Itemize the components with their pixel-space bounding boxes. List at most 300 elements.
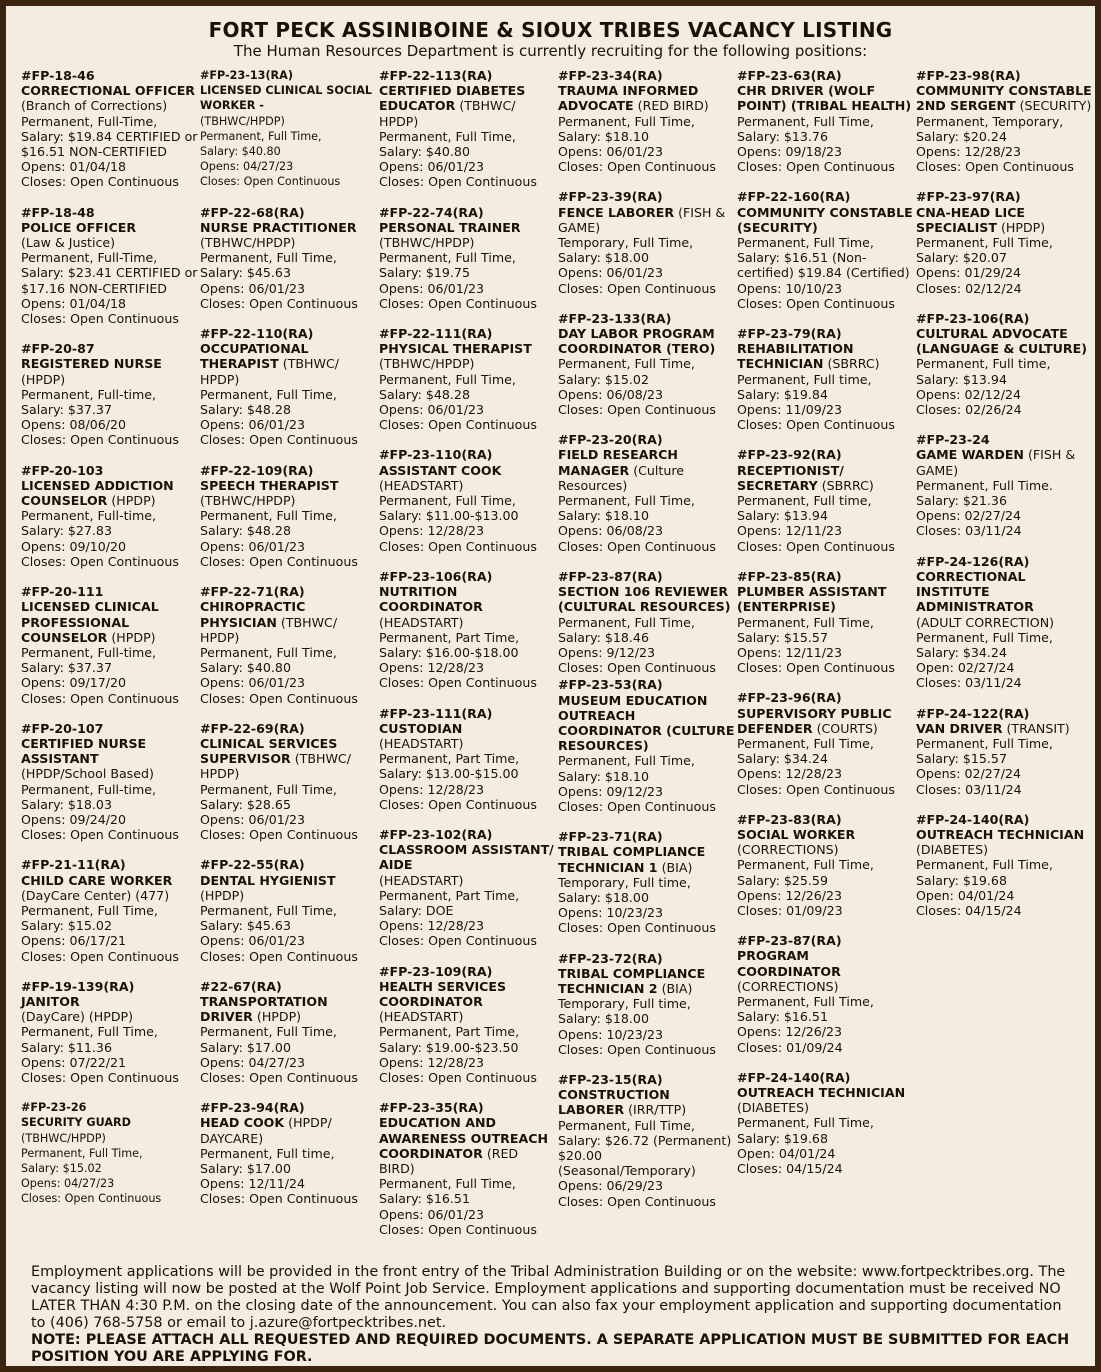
job-detail: Opens: 06/01/23 xyxy=(200,933,306,949)
job-detail: Salary: $19.68 xyxy=(916,872,1007,888)
job-listing xyxy=(21,205,198,327)
job-title: JANITOR xyxy=(21,993,80,1009)
job-detail: Salary: $16.00-$18.00 xyxy=(379,644,519,660)
job-title-line xyxy=(737,1085,914,1100)
job-title-line xyxy=(558,447,735,493)
job-title: OUTREACH TECHNICIAN xyxy=(916,826,1085,842)
job-detail: Permanent, Full Time, xyxy=(379,1176,516,1192)
job-detail: (HEADSTART) xyxy=(379,735,464,751)
job-listing xyxy=(21,1100,198,1206)
job-listing xyxy=(558,189,735,295)
job-title: EDUCATION AND AWARENESS OUTREACH COORDINATOR xyxy=(379,1115,549,1161)
job-detail: Salary: $19.00-$23.50 xyxy=(379,1039,519,1055)
job-detail: Closes: 04/15/24 xyxy=(737,1161,843,1176)
job-detail: Closes: Open Continuous xyxy=(558,920,716,936)
job-detail: Permanent, Full Time, Salary: $26.72 (Permanent) $20.00 (Seasonal/Temporary) xyxy=(558,1117,732,1179)
job-title: ASSISTANT COOK xyxy=(379,462,502,478)
job-title-line xyxy=(200,478,377,493)
job-title-line xyxy=(21,1115,198,1130)
job-detail: Opens: 06/01/23 xyxy=(379,1206,485,1222)
job-detail: (Branch of Corrections) xyxy=(21,98,168,114)
listing-column xyxy=(379,68,558,1252)
vacancy-listing-page xyxy=(6,6,1095,1366)
job-code: #FP-23-87(RA) xyxy=(737,933,842,949)
job-detail: (Law & Justice) xyxy=(21,235,116,251)
job-title: DENTAL HYGIENIST xyxy=(200,872,336,888)
job-detail: Permanent, Full Time, xyxy=(916,629,1053,645)
job-detail: Closes: Open Continuous xyxy=(379,174,537,190)
job-detail: Salary: $45.63 xyxy=(200,265,291,281)
job-listing xyxy=(379,827,556,949)
job-detail: Closes: Open Continuous xyxy=(21,827,179,843)
job-detail: Salary: $18.10 xyxy=(558,768,649,784)
job-department: (BIA) xyxy=(661,980,693,996)
job-detail: Closes: Open Continuous xyxy=(558,660,716,676)
job-code: #FP-23-35(RA) xyxy=(379,1100,484,1116)
job-listing xyxy=(200,979,377,1085)
job-detail: Opens: 06/01/23 xyxy=(558,265,664,281)
job-title: TRANSPORTATION DRIVER xyxy=(200,993,328,1025)
job-detail: Permanent, Full Time, xyxy=(200,1024,337,1040)
job-detail: Permanent, Full time, xyxy=(916,356,1051,372)
job-detail: Salary: $13.00-$15.00 xyxy=(379,766,519,782)
job-listing xyxy=(200,463,377,569)
job-detail: Opens: 9/12/23 xyxy=(558,644,655,660)
job-title-line xyxy=(21,994,198,1009)
listing-column xyxy=(200,68,379,1252)
job-detail: Permanent, Full Time, xyxy=(916,735,1053,751)
job-department: (HPDP) xyxy=(111,493,156,509)
job-title-line xyxy=(916,569,1093,615)
job-title: REGISTERED NURSE xyxy=(21,356,162,372)
job-detail: Closes: Open Continuous xyxy=(200,432,358,448)
job-detail: Opens: 02/27/24 xyxy=(916,508,1022,524)
job-code: #FP-23-109(RA) xyxy=(379,963,493,979)
job-detail: Closes: Open Continuous xyxy=(558,538,716,554)
job-detail: Opens: 10/10/23 xyxy=(737,280,843,296)
job-code: #FP-23-24 xyxy=(916,432,990,448)
job-code: #FP-23-15(RA) xyxy=(558,1071,663,1087)
job-detail: Salary: $20.24 xyxy=(916,128,1007,144)
job-code: #FP-23-111(RA) xyxy=(379,705,493,721)
job-detail: Closes: Open Continuous xyxy=(737,295,895,311)
job-detail: Open: 04/01/24 xyxy=(737,1145,836,1161)
job-listing xyxy=(916,554,1093,691)
job-listing xyxy=(737,933,914,1055)
job-detail: Salary: DOE xyxy=(379,902,454,918)
job-detail: Opens: 12/28/23 xyxy=(379,918,485,934)
job-code: #FP-23-87(RA) xyxy=(558,568,663,584)
job-detail: Salary: $18.00 xyxy=(558,889,649,905)
job-title-line xyxy=(558,1087,735,1117)
job-detail: Open: 04/01/24 xyxy=(916,887,1015,903)
job-department: (FISH & GAME) xyxy=(558,204,726,235)
job-title: GAME WARDEN xyxy=(916,447,1024,463)
job-code: #FP-22-109(RA) xyxy=(200,462,314,478)
job-code: #FP-24-122(RA) xyxy=(916,705,1030,721)
job-detail: Permanent, Temporary, xyxy=(916,113,1064,129)
job-title-line xyxy=(21,873,198,888)
job-title-line xyxy=(558,693,735,754)
job-title: SECTION 106 REVIEWER (CULTURAL RESOURCES) xyxy=(558,584,731,615)
job-title: CHR DRIVER (WOLF POINT) (TRIBAL HEALTH) xyxy=(737,83,912,114)
page-title: FORT PECK ASSINIBOINE & SIOUX TRIBES VACANCY LISTING xyxy=(208,18,893,42)
job-listing xyxy=(379,205,556,311)
job-detail: Permanent, Full Time, xyxy=(558,493,695,509)
job-detail: Opens: 12/11/24 xyxy=(200,1176,306,1192)
job-code: #FP-23-110(RA) xyxy=(379,447,493,463)
job-listing xyxy=(737,1070,914,1176)
job-detail: Permanent, Full Time, xyxy=(916,235,1053,251)
job-title: COMMUNITY CONSTABLE (SECURITY) xyxy=(737,204,913,235)
job-detail: Permanent, Full Time, xyxy=(737,1115,874,1131)
job-listing xyxy=(916,706,1093,797)
job-title: TRIBAL COMPLIANCE TECHNICIAN 1 xyxy=(558,844,706,875)
job-listing xyxy=(21,857,198,963)
job-detail: Opens: 09/18/23 xyxy=(737,144,843,160)
job-detail: Permanent, Full Time, xyxy=(200,508,337,524)
job-department: (COURTS) xyxy=(816,720,878,736)
job-title-line xyxy=(379,83,556,129)
job-detail: Closes: Open Continuous xyxy=(558,798,716,814)
job-listing xyxy=(737,326,914,432)
job-title: TRAUMA INFORMED ADVOCATE xyxy=(558,83,699,114)
job-detail: (ADULT CORRECTION) xyxy=(916,614,1055,630)
job-code: #FP-23-34(RA) xyxy=(558,68,663,83)
job-listing xyxy=(916,812,1093,918)
job-detail: Closes: Open Continuous xyxy=(200,948,358,964)
job-title-line xyxy=(379,584,556,614)
job-detail: Closes: Open Continuous xyxy=(916,159,1074,175)
job-detail: Opens: 04/27/23 xyxy=(200,160,294,174)
job-detail: Salary: $21.36 xyxy=(916,493,1007,509)
job-detail: Permanent, Full Time, xyxy=(737,113,874,129)
job-listing xyxy=(737,447,914,553)
job-detail: Salary: $45.63 xyxy=(200,918,291,934)
job-detail: Opens: 09/12/23 xyxy=(558,783,664,799)
job-detail: Closes: Open Continuous xyxy=(200,175,341,189)
job-detail: Permanent, Full Time, xyxy=(200,902,337,918)
job-title-line xyxy=(737,205,914,235)
job-detail: Salary: $27.83 xyxy=(21,523,112,539)
listing-columns xyxy=(21,68,1096,1252)
job-detail: Closes: Open Continuous xyxy=(737,417,895,433)
job-listing xyxy=(737,690,914,796)
job-title: REHABILITATION TECHNICIAN xyxy=(737,341,854,372)
job-code: #22-67(RA) xyxy=(200,978,282,994)
job-title: CERTIFIED DIABETES EDUCATOR xyxy=(379,83,526,114)
job-detail: Opens: 12/26/23 xyxy=(737,1024,843,1040)
job-listing xyxy=(916,432,1093,538)
job-detail: Closes: Open Continuous xyxy=(379,796,537,812)
job-code: #FP-22-55(RA) xyxy=(200,857,305,873)
job-department: (IRR/TTP) xyxy=(628,1102,687,1118)
job-detail: Closes: 01/09/23 xyxy=(737,902,843,918)
job-detail: Salary: $40.80 xyxy=(379,144,470,160)
job-detail: Salary: $48.28 xyxy=(200,402,291,418)
job-detail: Salary: $40.80 xyxy=(200,145,281,159)
job-title-line xyxy=(379,463,556,478)
job-detail: Salary: $16.51 xyxy=(379,1191,470,1207)
job-detail: Opens: 12/28/23 xyxy=(379,1054,485,1070)
job-detail: Permanent, Full-Time, Salary: $19.84 CERTIFIED or $16.51 NON-CERTIFIED xyxy=(21,113,198,160)
job-detail: Closes: Open Continuous xyxy=(737,660,895,676)
job-detail: Temporary, Full time, xyxy=(558,996,691,1012)
job-title: CLASSROOM ASSISTANT/ AIDE xyxy=(379,842,554,873)
job-listing xyxy=(558,432,735,554)
job-detail: Salary: $11.00-$13.00 xyxy=(379,508,519,524)
job-listing xyxy=(21,721,198,843)
job-title: LICENSED CLINICAL SOCIAL WORKER - xyxy=(200,84,373,113)
job-detail: Opens: 06/01/23 xyxy=(200,538,306,554)
job-detail: Opens: 07/22/21 xyxy=(21,1054,127,1070)
job-title: SUPERVISORY PUBLIC DEFENDER xyxy=(737,705,892,736)
job-title: CLINICAL SERVICES SUPERVISOR xyxy=(200,735,338,767)
job-detail: Permanent, Part Time, xyxy=(379,629,520,645)
job-title-line xyxy=(916,447,1093,477)
job-listing xyxy=(737,189,914,311)
job-detail: Closes: 03/11/24 xyxy=(916,675,1022,691)
job-detail: Permanent, Part Time, xyxy=(379,887,520,903)
job-title: CORRECTIONAL OFFICER xyxy=(21,83,196,99)
job-title: NURSE PRACTITIONER xyxy=(200,219,357,235)
job-title-line xyxy=(200,341,377,387)
job-detail: (DayCare) (HPDP) xyxy=(21,1009,134,1025)
footer xyxy=(31,1264,1079,1366)
job-detail: (CORRECTIONS) xyxy=(737,978,839,994)
job-title-line xyxy=(916,827,1093,842)
job-listing xyxy=(200,857,377,963)
job-title-line xyxy=(200,736,377,782)
job-code: #FP-23-83(RA) xyxy=(737,811,842,827)
job-title: POLICE OFFICER xyxy=(21,219,137,235)
job-listing xyxy=(558,829,735,935)
job-title-line xyxy=(558,966,735,996)
job-detail: Permanent, Full Time, xyxy=(21,1146,143,1160)
job-detail: Salary: $18.00 xyxy=(558,250,649,266)
job-title-line xyxy=(200,220,377,235)
job-title: SOCIAL WORKER xyxy=(737,826,856,842)
job-detail: Opens: 09/10/20 xyxy=(21,538,127,554)
job-code: #FP-22-111(RA) xyxy=(379,326,493,342)
job-detail: Permanent, Full Time. xyxy=(916,477,1053,493)
job-code: #FP-22-69(RA) xyxy=(200,720,305,736)
job-detail: Permanent, Full Time, xyxy=(916,857,1053,873)
job-listing xyxy=(916,68,1093,174)
job-listing xyxy=(21,979,198,1085)
job-detail: Permanent, Full Time, xyxy=(558,753,695,769)
job-detail: Closes: Open Continuous xyxy=(21,1069,179,1085)
job-detail: Closes: Open Continuous xyxy=(379,675,537,691)
job-code: #FP-22-160(RA) xyxy=(737,189,851,205)
job-detail: Salary: $28.65 xyxy=(200,796,291,812)
job-detail: Closes: Open Continuous xyxy=(21,174,179,190)
job-detail: Opens: 12/28/23 xyxy=(737,766,843,782)
job-detail: Opens: 06/01/23 xyxy=(379,280,485,296)
job-detail: Salary: $13.94 xyxy=(916,371,1007,387)
job-listing xyxy=(916,189,1093,295)
job-detail: (HEADSTART) xyxy=(379,1009,464,1025)
job-code: #FP-23-63(RA) xyxy=(737,68,842,83)
job-listing xyxy=(21,463,198,569)
job-detail: (TBHWC/HPDP) xyxy=(200,114,285,128)
job-department: (BIA) xyxy=(661,859,693,875)
job-title: MUSEUM EDUCATION OUTREACH COORDINATOR (CULTURE RESOURCES) xyxy=(558,692,735,754)
job-detail: Salary: $17.00 xyxy=(200,1039,291,1055)
footer-note: NOTE: PLEASE ATTACH ALL REQUESTED AND REQUIRED DOCUMENTS. A SEPARATE APPLICATION MUST BE SUBMITTED FOR EACH POSITION YOU ARE APPLYING FOR. xyxy=(31,1332,1070,1365)
job-title: CUSTODIAN xyxy=(379,720,463,736)
job-detail: Permanent, Full Time, xyxy=(21,902,158,918)
job-detail: Opens: 01/04/18 xyxy=(21,295,127,311)
job-detail: Permanent, Part Time, xyxy=(379,1024,520,1040)
job-department: (TRANSIT) xyxy=(1006,720,1070,736)
job-detail: Closes: Open Continuous xyxy=(21,432,179,448)
job-detail: (HPDP/School Based) xyxy=(21,766,154,782)
job-detail: Salary: $19.84 xyxy=(737,386,828,402)
job-title-line xyxy=(200,994,377,1024)
job-title-line xyxy=(558,326,735,356)
job-detail: Permanent, Part Time, xyxy=(379,751,520,767)
job-detail: (TBHWC/HPDP) xyxy=(379,356,475,372)
job-detail: Permanent, Full Time, xyxy=(379,128,516,144)
job-listing xyxy=(379,1100,556,1237)
job-detail: Salary: $15.02 xyxy=(21,1162,102,1175)
job-code: #FP-20-107 xyxy=(21,720,104,736)
job-detail: Opens: 06/01/23 xyxy=(200,280,306,296)
job-title: CERTIFIED NURSE ASSISTANT xyxy=(21,735,147,767)
job-detail: Salary: $48.28 xyxy=(200,523,291,539)
job-listing xyxy=(379,447,556,553)
job-title-line xyxy=(916,326,1093,356)
job-title-line xyxy=(200,83,377,113)
job-code: #FP-20-87 xyxy=(21,341,95,357)
job-detail: Closes: Open Continuous xyxy=(558,280,716,296)
job-detail: Closes: Open Continuous xyxy=(200,1069,358,1085)
job-code: #FP-22-113(RA) xyxy=(379,68,493,83)
job-title-line xyxy=(21,220,198,235)
job-detail: Opens: 12/28/23 xyxy=(379,523,485,539)
job-department: (SBRRC) xyxy=(821,477,874,493)
job-detail: Closes: Open Continuous xyxy=(200,690,358,706)
job-detail: Closes: Open Continuous xyxy=(379,295,537,311)
job-code: #FP-23-92(RA) xyxy=(737,447,842,463)
job-detail: Open: 02/27/24 xyxy=(916,660,1015,676)
job-detail: Permanent, Full Time, xyxy=(21,1024,158,1040)
job-title-line xyxy=(558,83,735,113)
job-code: #FP-23-53(RA) xyxy=(558,677,663,693)
job-detail: Closes: Open Continuous xyxy=(200,295,358,311)
job-title-line xyxy=(200,873,377,888)
job-department: (TBHWC/ HPDP) xyxy=(200,356,339,387)
job-title: CNA-HEAD LICE SPECIALIST xyxy=(916,204,1026,235)
job-title-line xyxy=(737,948,914,978)
job-detail: Opens: 06/29/23 xyxy=(558,1178,664,1194)
job-code: #FP-24-126(RA) xyxy=(916,553,1030,569)
job-detail: Permanent, Full-time, xyxy=(21,386,157,402)
job-detail: Permanent, Full Time, xyxy=(200,644,337,660)
job-code: #FP-18-46 xyxy=(21,68,95,83)
job-listing xyxy=(21,341,198,447)
job-title: CONSTRUCTION LABORER xyxy=(558,1087,670,1118)
job-title: COMMUNITY CONSTABLE 2ND SERGENT xyxy=(916,83,1092,114)
job-code: #FP-23-72(RA) xyxy=(558,950,663,966)
job-listing xyxy=(379,326,556,432)
job-detail: Permanent, Full Time, xyxy=(737,993,874,1009)
job-code: #FP-24-140(RA) xyxy=(737,1069,851,1085)
job-detail: Closes: 04/15/24 xyxy=(916,902,1022,918)
job-detail: Permanent, Full Time, xyxy=(379,250,516,266)
job-detail: Closes: Open Continuous xyxy=(200,1191,358,1207)
job-department: (HPDP) xyxy=(256,1009,302,1025)
job-detail: Closes: Open Continuous xyxy=(737,538,895,554)
job-detail: Closes: 03/11/24 xyxy=(916,781,1022,797)
job-detail: (TBHWC/HPDP) xyxy=(200,493,296,509)
job-detail: Closes: 02/12/24 xyxy=(916,280,1022,296)
job-detail: Salary: $18.10 xyxy=(558,508,649,524)
job-department: (HPDP/ DAYCARE) xyxy=(200,1115,332,1146)
job-detail: Salary: $15.57 xyxy=(737,629,828,645)
job-detail: Permanent, Full Time, xyxy=(737,735,874,751)
job-title: HEAD COOK xyxy=(200,1115,285,1131)
job-code: #FP-18-48 xyxy=(21,204,95,220)
job-code: #FP-21-11(RA) xyxy=(21,857,126,873)
job-listing xyxy=(379,569,556,691)
job-listing xyxy=(379,706,556,812)
job-listing xyxy=(558,1072,735,1209)
job-detail: Permanent, Full Time, xyxy=(558,356,695,372)
job-detail: Salary: $16.51 (Non-certified) $19.84 (Certified) xyxy=(737,250,910,281)
job-detail: Opens: 10/23/23 xyxy=(558,1026,664,1042)
job-detail: Permanent, Full Time, xyxy=(737,857,874,873)
job-code: #FP-23-102(RA) xyxy=(379,826,493,842)
job-title-line xyxy=(916,721,1093,736)
job-detail: (DayCare Center) (477) xyxy=(21,887,170,903)
job-detail: Closes: Open Continuous xyxy=(379,933,537,949)
job-detail: Salary: $13.94 xyxy=(737,508,828,524)
job-detail: Closes: Open Continuous xyxy=(558,1041,716,1057)
job-detail: (TBHWC/HPDP) xyxy=(379,235,475,251)
job-detail: (HEADSTART) xyxy=(379,872,464,888)
job-department: (Culture Resources) xyxy=(558,462,684,493)
job-detail: Closes: Open Continuous xyxy=(379,538,537,554)
job-listing xyxy=(379,964,556,1086)
job-detail: Closes: Open Continuous xyxy=(21,553,179,569)
job-detail: Permanent, Full-Time, Salary: $23.41 CERTIFIED or $17.16 NON-CERTIFIED xyxy=(21,250,198,296)
job-department: (SBRRC) xyxy=(827,356,880,372)
job-title: PLUMBER ASSISTANT (ENTERPRISE) xyxy=(737,584,887,615)
job-title-line xyxy=(379,842,556,872)
job-detail: Closes: Open Continuous xyxy=(558,159,716,175)
job-detail: Closes: Open Continuous xyxy=(379,417,537,433)
job-detail: Opens: 12/11/23 xyxy=(737,644,843,660)
job-title-line xyxy=(737,463,914,493)
job-detail: Opens: 06/17/21 xyxy=(21,933,127,949)
job-detail: Salary: $17.00 xyxy=(200,1161,291,1176)
job-detail: (DIABETES) xyxy=(737,1100,810,1116)
job-detail: Permanent, Full Time, xyxy=(558,113,695,129)
job-title-line xyxy=(737,706,914,736)
job-detail: Opens: 06/01/23 xyxy=(200,675,306,691)
job-detail: Salary: $19.68 xyxy=(737,1130,828,1146)
job-detail: Closes: Open Continuous xyxy=(558,1193,716,1209)
job-title-line xyxy=(737,584,914,614)
job-title: HEALTH SERVICES COORDINATOR xyxy=(379,978,507,1009)
job-detail: Salary: $18.00 xyxy=(558,1011,649,1027)
job-code: #FP-22-74(RA) xyxy=(379,204,484,220)
job-code: #FP-20-111 xyxy=(21,584,104,600)
job-title: RECEPTIONIST/ SECRETARY xyxy=(737,462,844,493)
job-title: SPEECH THERAPIST xyxy=(200,477,339,493)
